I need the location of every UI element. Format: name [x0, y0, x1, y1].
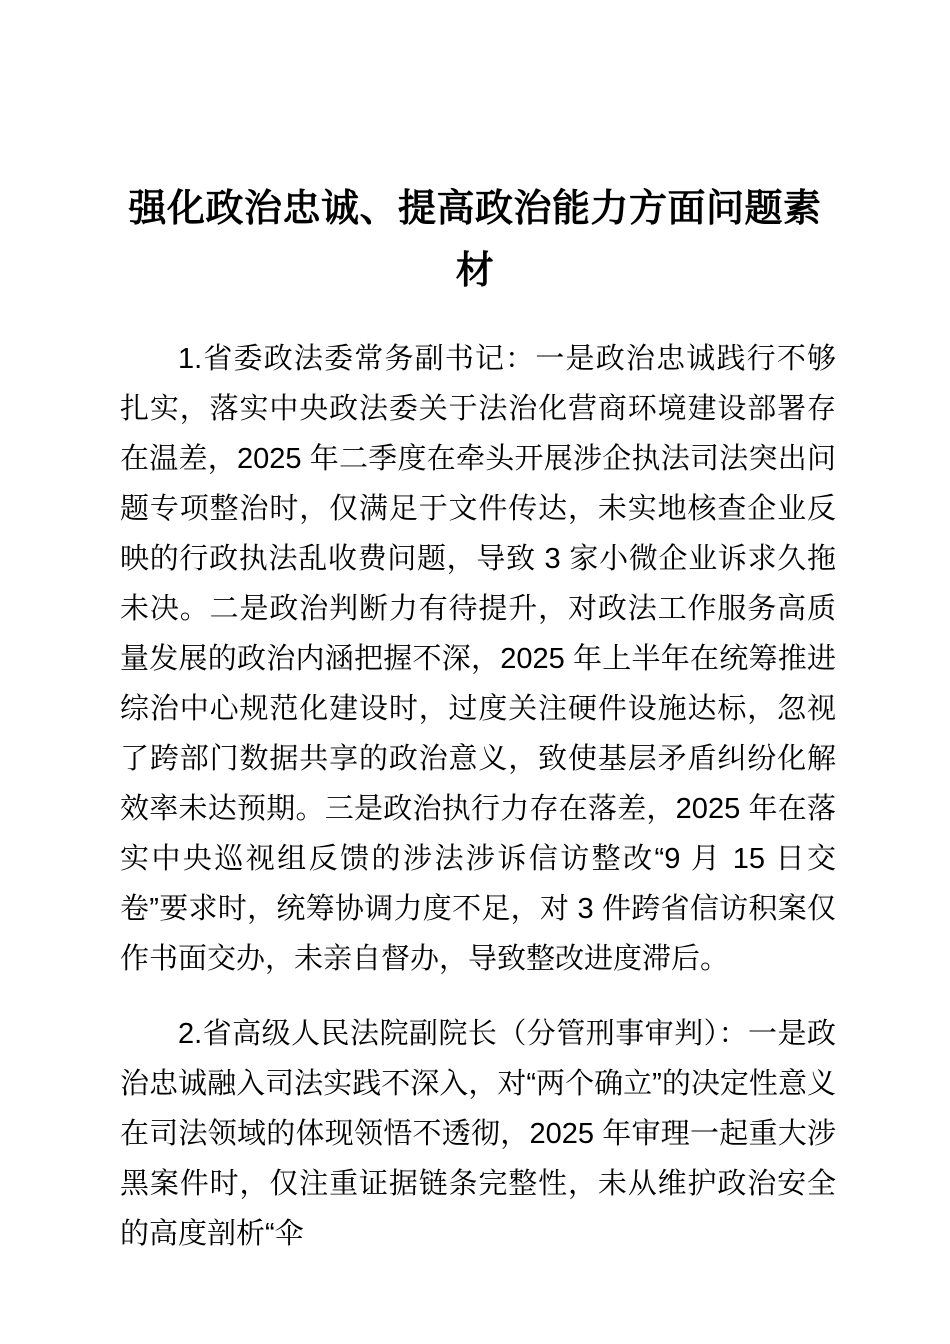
- paragraph-2: 2.省高级人民法院副院长（分管刑事审判）：一是政治忠诚融入司法实践不深入，对“两个确立”的决定性意义在司法领域的体现领悟不透彻，2025 年审理一起重大涉黑案件时，仅注重证据链条完整性，未从维护政治安全的高度剖析“伞: [120, 1018, 836, 1250]
- document-body: [120, 334, 836, 1259]
- document-title: [116, 178, 834, 302]
- document-title-text: 强化政治忠诚、提高政治能力方面问题素材: [128, 188, 822, 292]
- paragraph-1: 1.省委政法委常务副书记：一是政治忠诚践行不够扎实，落实中央政法委关于法治化营商环境建设部署存在温差，2025 年二季度在牵头开展涉企执法司法突出问题专项整治时，仅满足于文件传达，未实地核查企业反映的行政执法乱收费问题，导致 3 家小微企业诉求久拖未决。二是政治判断力有待提升，对政法工作服务高质量发展的政治内涵把握不深，2025 年上半年在统筹推进综治中心规范化建设时，过度关注硬件设施达标，忽视了跨部门数据共享的政治意义，致使基层矛盾纠纷化解效率未达预期。三是政治执行力存在落差，2025 年在落实中央巡视组反馈的涉法涉诉信访整改“9 月 15 日交卷”要求时，统筹协调力度不足，对 3 件跨省信访积案仅作书面交办，未亲自督办，导致整改进度滞后。: [120, 343, 836, 975]
